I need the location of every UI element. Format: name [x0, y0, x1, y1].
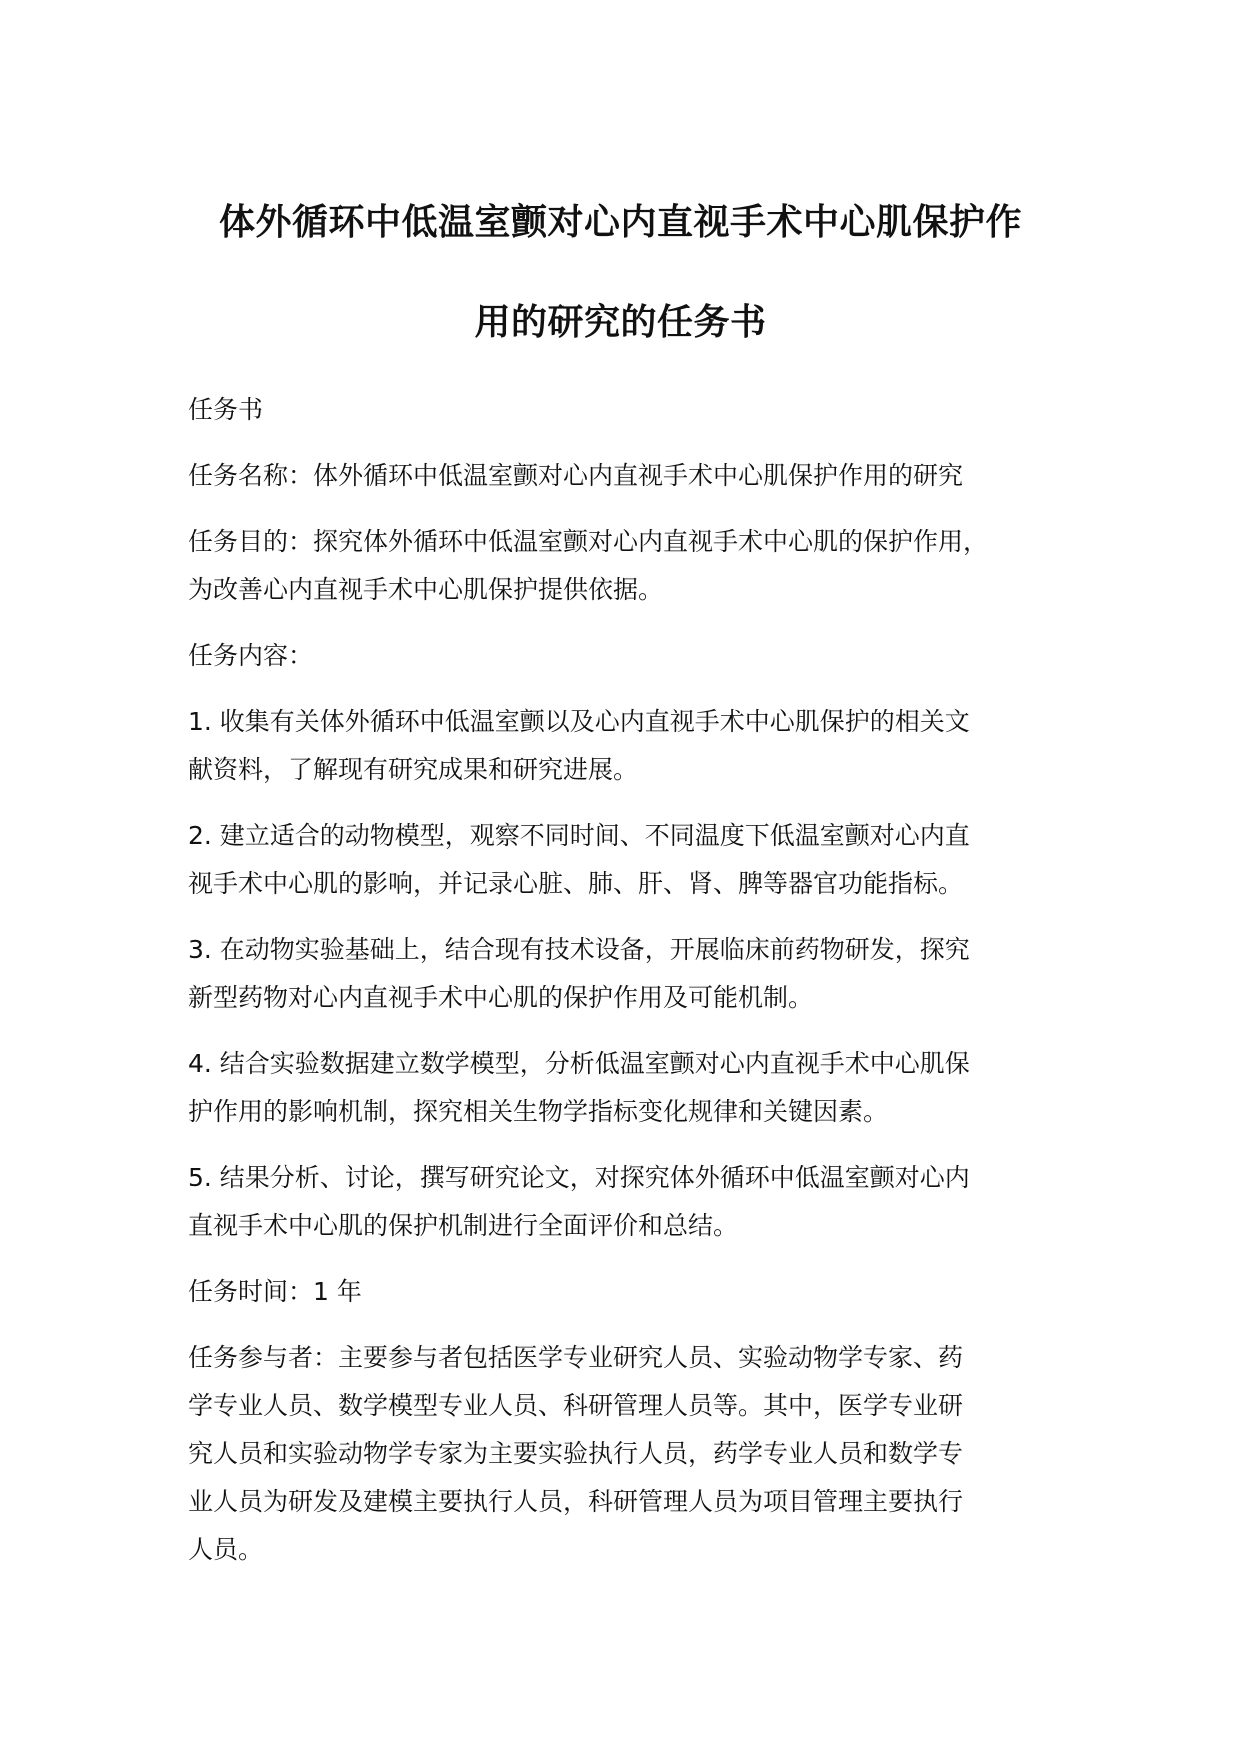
document-body — [188, 386, 1088, 1592]
list-item-5: 5. 结果分析、讨论，撰写研究论文，对探究体外循环中低温室颤对心内 直视手术中心肌的保护机制进行全面评价和总结。 — [188, 1163, 970, 1240]
task-purpose: 任务目的：探究体外循环中低温室颤对心内直视手术中心肌的保护作用， 为改善心内直视手术中心肌保护提供依据。 — [188, 527, 989, 604]
task-content-label: 任务内容： — [188, 641, 314, 670]
document-title — [160, 173, 1081, 373]
title-line-2: 用的研究的任务书 — [474, 302, 767, 343]
task-participants: 任务参与者：主要参与者包括医学专业研究人员、实验动物学专家、药 学专业人员、数学模型专业人员、科研管理人员等。其中，医学专业研 究人员和实验动物学专家为主要实验执行人员，药学专业人员和数学专 业人员为研发及建模主要执行人员，科研管理人员为项目管理主要执行 人员。 — [188, 1343, 964, 1564]
list-item-2: 2. 建立适合的动物模型，观察不同时间、不同温度下低温室颤对心内直 视手术中心肌的影响，并记录心脏、肺、肝、肾、脾等器官功能指标。 — [188, 821, 970, 898]
task-name: 任务名称：体外循环中低温室颤对心内直视手术中心肌保护作用的研究 — [188, 461, 964, 490]
list-item-4: 4. 结合实验数据建立数学模型，分析低温室颤对心内直视手术中心肌保 护作用的影响机制，探究相关生物学指标变化规律和关键因素。 — [188, 1049, 970, 1126]
task-time: 任务时间：1 年 — [188, 1277, 362, 1306]
list-item-3: 3. 在动物实验基础上，结合现有技术设备，开展临床前药物研发，探究 新型药物对心内直视手术中心肌的保护作用及可能机制。 — [188, 935, 970, 1012]
title-line-1: 体外循环中低温室颤对心内直视手术中心肌保护作 — [218, 202, 1022, 243]
section-heading: 任务书 — [188, 395, 264, 424]
list-item-1: 1. 收集有关体外循环中低温室颤以及心内直视手术中心肌保护的相关文 献资料，了解现有研究成果和研究进展。 — [188, 707, 970, 784]
